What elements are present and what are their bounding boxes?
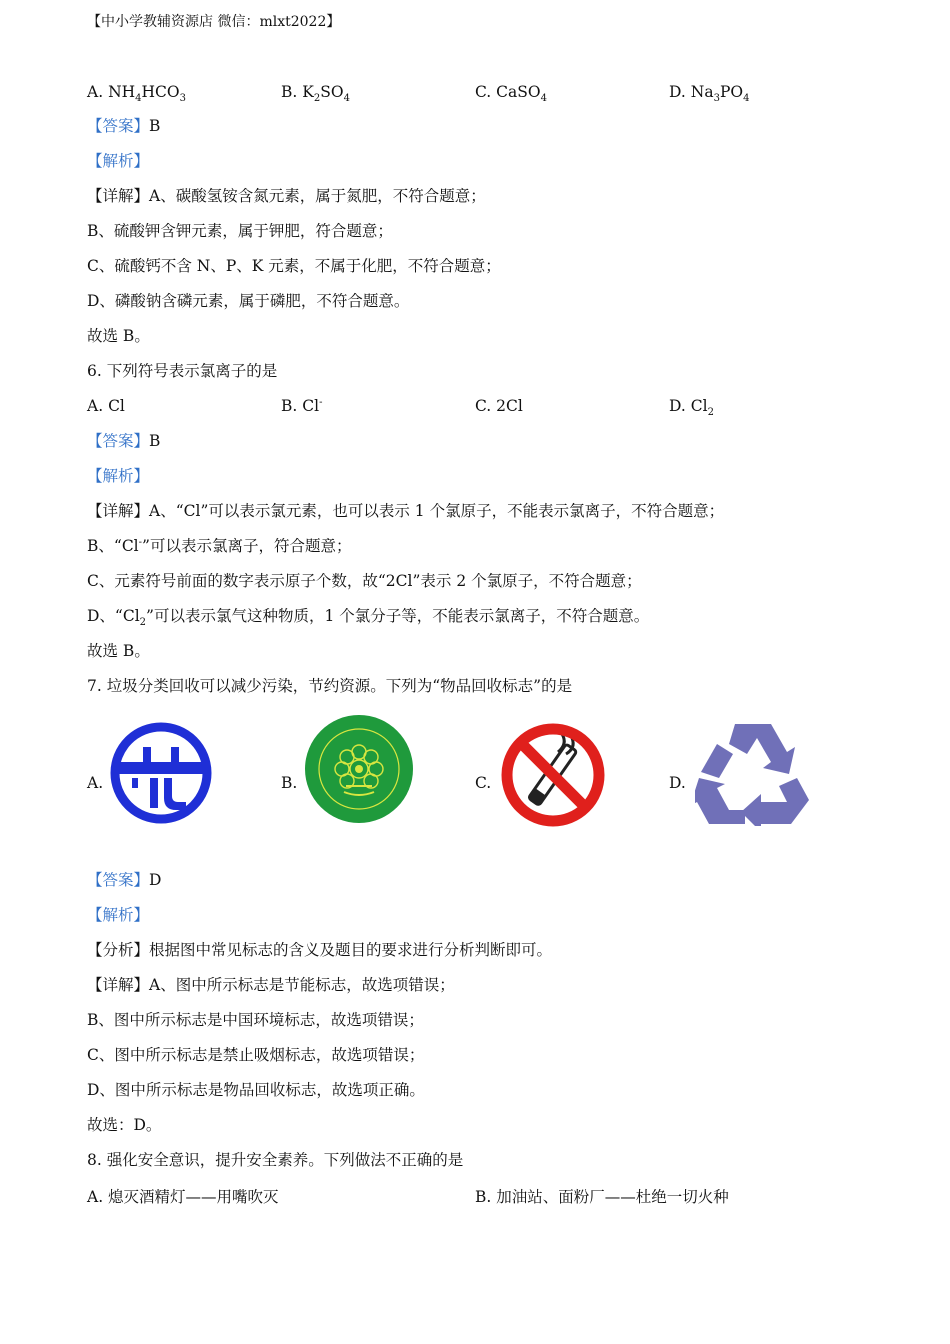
q8-option-a: A. 熄灭酒精灯——用嘴吹灭 <box>87 1188 279 1206</box>
q6-option-d: D. $Cl_2$ <box>669 397 714 419</box>
q8-emphasis: 不正确 <box>385 1151 433 1169</box>
q6-option-c: C. 2Cl <box>475 397 523 415</box>
q7-detail-line-1: 【详解】A、图中所示标志是节能标志，故选项错误； <box>87 976 455 994</box>
china-environmental-label-icon <box>304 714 414 824</box>
energy-saving-logo-icon <box>110 722 212 824</box>
q6-detail-line-3: C、元素符号前面的数字表示原子个数，故“2Cl”表示 2 个氯原子，不符合题意； <box>87 572 642 590</box>
q6-conclusion: 故选 B。 <box>87 642 150 660</box>
q5-detail-line-4: D、磷酸钠含磷元素，属于磷肥，不符合题意。 <box>87 292 410 310</box>
q7-detail-line-2: B、图中所示标志是中国环境标志，故选项错误； <box>87 1011 424 1029</box>
q5-analysis-tag: 【解析】 <box>87 152 150 170</box>
q5-option-d: D. $Na_3PO_4$ <box>669 83 750 105</box>
q5-option-c: C. CaSO$_4$ <box>475 83 547 105</box>
recycling-symbol-icon <box>695 722 811 826</box>
q6-detail-line-1: 【详解】A、“Cl”可以表示氯元素，也可以表示 1 个氯原子，不能表示氯离子，不符合题意； <box>87 502 725 520</box>
q5-option-a: A. $NH_4HCO_3$ <box>87 83 186 105</box>
q5-detail-line-2: B、硫酸钾含钾元素，属于钾肥，符合题意； <box>87 222 393 240</box>
q7-detail-line-4: D、图中所示标志是物品回收标志，故选项正确。 <box>87 1081 425 1099</box>
q8-stem: 8. 强化安全意识，提升安全素养。下列做法不正确的是 <box>87 1151 464 1169</box>
q7-option-a-letter: A. <box>87 774 104 792</box>
q6-option-a: A. Cl <box>87 397 125 415</box>
q6-detail-line-2: B、“Cl-”可以表示氯离子，符合题意； <box>87 536 352 555</box>
q6-option-b: B. Cl- <box>281 396 323 415</box>
q5-detail-line-1: 【详解】A、碳酸氢铵含氮元素，属于氮肥，不符合题意； <box>87 187 486 205</box>
q6-stem: 6. 下列符号表示氯离子的是 <box>87 362 278 380</box>
q7-analysis-summary: 【分析】根据图中常见标志的含义及题目的要求进行分析判断即可。 <box>87 941 553 959</box>
page-header: 【中小学教辅资源店 微信：mlxt2022】 <box>87 14 341 30</box>
q6-analysis-tag: 【解析】 <box>87 467 150 485</box>
q5-answer: 【答案】B <box>87 117 161 135</box>
q7-option-c-letter: C. <box>475 774 492 792</box>
q7-stem: 7. 垃圾分类回收可以减少污染，节约资源。下列为“物品回收标志”的是 <box>87 677 573 695</box>
q6-answer: 【答案】B <box>87 432 161 450</box>
q6-detail-line-4: D、“$Cl_2$”可以表示氯气这种物质，1 个氯分子等，不能表示氯离子，不符合题意。 <box>87 607 650 629</box>
q5-option-b: B. $K_2SO_4$ <box>281 83 350 105</box>
q7-analysis-tag: 【解析】 <box>87 906 150 924</box>
q7-option-b-letter: B. <box>281 774 298 792</box>
q7-detail-line-3: C、图中所示标志是禁止吸烟标志，故选项错误； <box>87 1046 425 1064</box>
q7-option-d-letter: D. <box>669 774 686 792</box>
q8-option-b: B. 加油站、面粉厂——杜绝一切火种 <box>475 1188 729 1206</box>
q7-answer: 【答案】D <box>87 871 162 889</box>
no-smoking-sign-icon <box>500 722 606 828</box>
q5-detail-line-3: C、硫酸钙不含 N、P、K 元素，不属于化肥，不符合题意； <box>87 257 501 275</box>
q5-conclusion: 故选 B。 <box>87 327 150 345</box>
q7-conclusion: 故选：D。 <box>87 1116 162 1134</box>
